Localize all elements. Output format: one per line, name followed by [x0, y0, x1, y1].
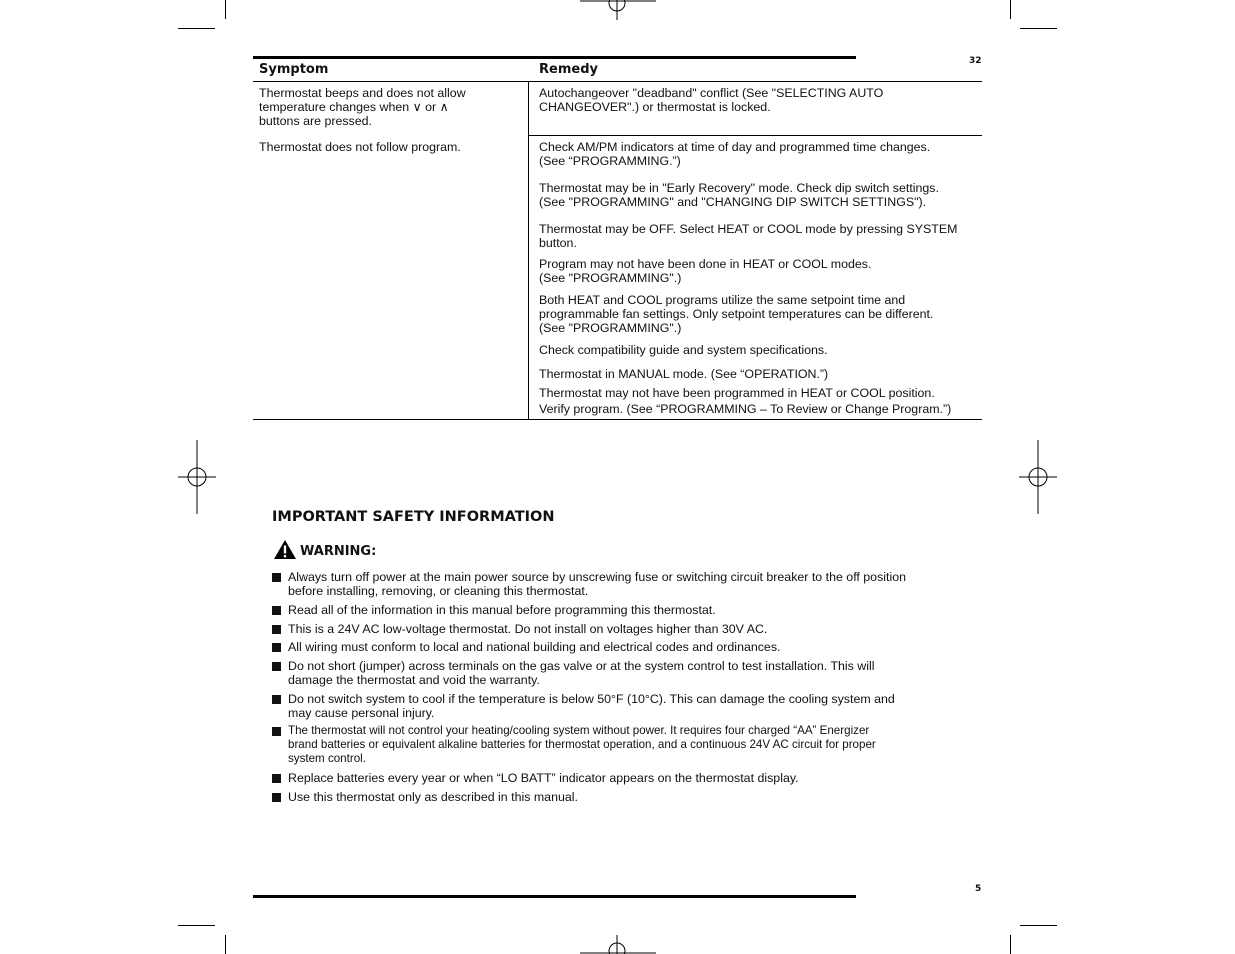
bullet-square-icon	[272, 695, 281, 704]
bullet-square-icon	[272, 625, 281, 634]
row2-remedy-2: Thermostat may be in "Early Recovery" mode. Check dip switch settings. (See "PROGRAMMING" and "CHANGING DIP SWITCH SETTINGS").	[539, 181, 939, 209]
warning-label: WARNING:	[300, 543, 377, 559]
list-item: Do not switch system to cool if the temperature is below 50°F (10°C). This can damage the cooling system and may cause personal injury.	[272, 692, 895, 720]
registration-mark-top	[580, 0, 656, 22]
row2-remedy-3: Thermostat may be OFF. Select HEAT or COOL mode by pressing SYSTEM button.	[539, 222, 958, 250]
row2-remedy-6: Check compatibility guide and system specifications.	[539, 343, 828, 357]
list-item: Do not short (jumper) across terminals on the gas valve or at the system control to test installation. This will damage the thermostat and void the warranty.	[272, 659, 875, 687]
remedy-header: Remedy	[539, 62, 598, 77]
row2-remedy-7: Thermostat in MANUAL mode. (See “OPERATION.”)	[539, 367, 829, 381]
row1-remedy: Autochangeover "deadband" conflict (See "SELECTING AUTO CHANGEOVER".) or thermostat is locked.	[539, 86, 884, 114]
list-item: The thermostat will not control your heating/cooling system without power. It requires four charged “AA” Energizer brand batteries or equivalent alkaline batteries for thermostat operation, and a continuous 24V AC circuit for proper system control.	[272, 724, 876, 766]
list-item: Replace batteries every year or when “LO BATT” indicator appears on the thermostat display.	[272, 771, 799, 785]
row2-remedy-5: Both HEAT and COOL programs utilize the same setpoint time and programmable fan settings. Only setpoint temperatures can be different. (See "PROGRAMMING".)	[539, 293, 934, 335]
list-item: Read all of the information in this manual before programming this thermostat.	[272, 603, 716, 617]
list-item: Use this thermostat only as described in this manual.	[272, 790, 578, 804]
bullet-square-icon	[272, 606, 281, 615]
bottom-rule	[253, 895, 856, 898]
column-divider	[528, 81, 529, 420]
top-rule	[253, 56, 856, 59]
bullet-square-icon	[272, 573, 281, 582]
table-bottom-rule	[253, 419, 982, 420]
bullet-square-icon	[272, 727, 281, 736]
registration-mark-left	[178, 440, 216, 514]
row-divider	[528, 135, 982, 136]
page-number-bottom: 5	[975, 884, 982, 894]
symptom-header: Symptom	[259, 62, 329, 77]
page-number-top: 32	[969, 56, 982, 66]
row2-remedy-4: Program may not have been done in HEAT or COOL modes. (See "PROGRAMMING".)	[539, 257, 872, 285]
list-item: This is a 24V AC low-voltage thermostat. Do not install on voltages higher than 30V AC.	[272, 622, 767, 636]
bullet-square-icon	[272, 643, 281, 652]
list-item: Always turn off power at the main power source by unscrewing fuse or switching circuit breaker to the off position before installing, removing, or cleaning this thermostat.	[272, 570, 906, 598]
row2-remedy-8: Thermostat may not have been programmed in HEAT or COOL position. Verify program. (See “PROGRAMMING – To Review or Change Program.”)	[539, 386, 952, 416]
registration-mark-bottom	[580, 935, 656, 954]
row2-symptom: Thermostat does not follow program.	[259, 140, 461, 154]
row1-symptom: Thermostat beeps and does not allow temperature changes when ∨ or ∧ buttons are pressed.	[259, 86, 466, 128]
warning-triangle-icon	[273, 539, 297, 560]
warning-heading	[273, 538, 376, 560]
registration-mark-right	[1019, 440, 1057, 514]
row2-remedy-1: Check AM/PM indicators at time of day and programmed time changes. (See “PROGRAMMING.”)	[539, 140, 931, 168]
list-item: All wiring must conform to local and national building and electrical codes and ordinances.	[272, 640, 780, 654]
bullet-square-icon	[272, 793, 281, 802]
bullet-square-icon	[272, 662, 281, 671]
safety-title: IMPORTANT SAFETY INFORMATION	[272, 509, 555, 525]
header-divider	[253, 81, 982, 82]
bullet-square-icon	[272, 774, 281, 783]
